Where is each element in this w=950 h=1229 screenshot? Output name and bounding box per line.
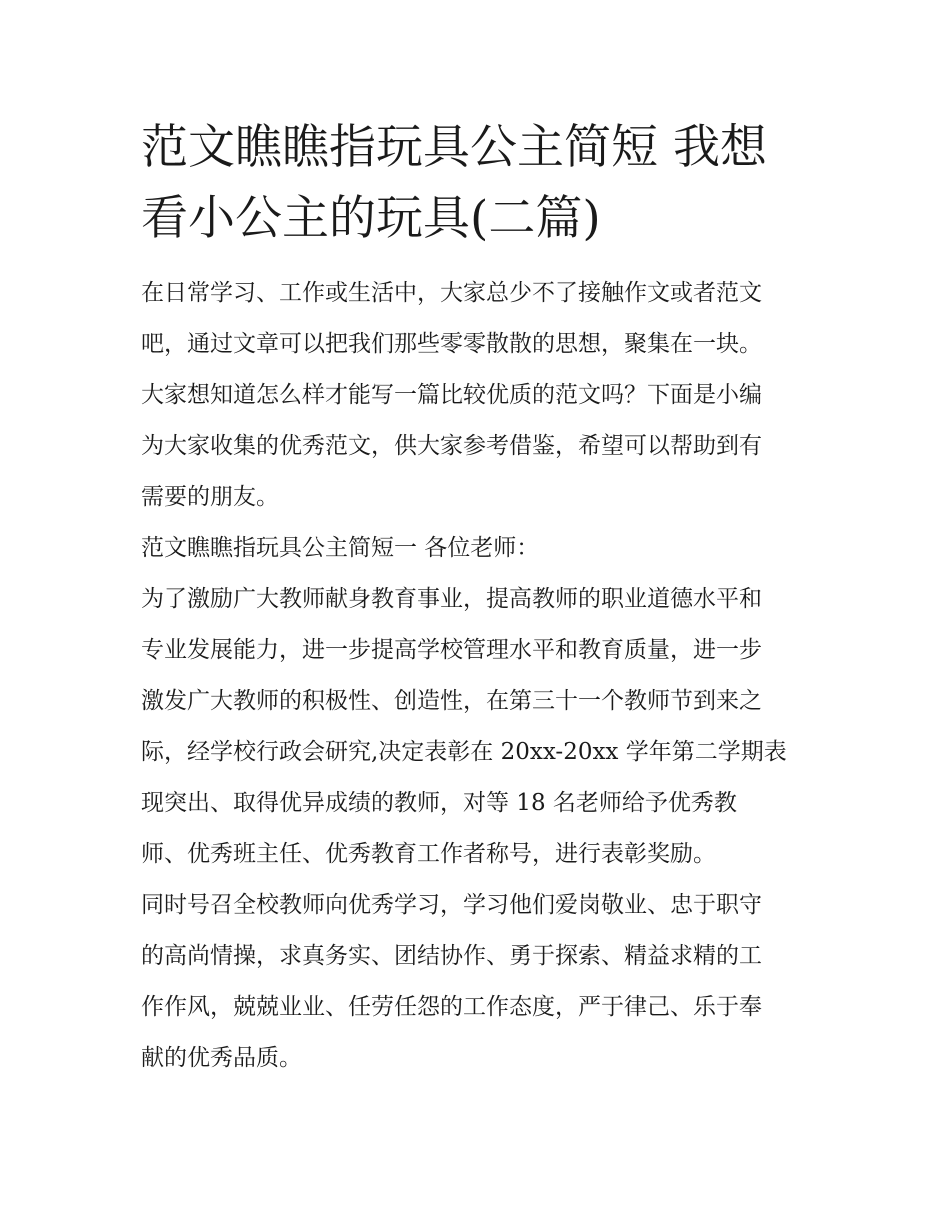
body-line: 在日常学习、工作或生活中，大家总少不了接触作文或者范文 [141, 280, 762, 306]
document-page [141, 112, 821, 1084]
body-line: 激发广大教师的积极性、创造性，在第三十一个教师节到来之 [141, 688, 762, 714]
body-line: 为大家收集的优秀范文，供大家参考借鉴，希望可以帮助到有 [141, 433, 762, 459]
body-line: 献的优秀品质。 [141, 1045, 302, 1071]
body-line: 师、优秀班主任、优秀教育工作者称号，进行表彰奖励。 [141, 841, 716, 867]
document-body [141, 268, 821, 1084]
body-line: 为了激励广大教师献身教育事业，提高教师的职业道德水平和 [141, 586, 762, 612]
body-line: 际，经学校行政会研究,决定表彰在 20xx-20xx 学年第二学期表 [141, 739, 787, 765]
body-line: 的高尚情操，求真务实、团结协作、勇于探索、精益求精的工 [141, 943, 762, 969]
body-line: 现突出、取得优异成绩的教师，对等 18 名老师给予优秀教 [141, 790, 737, 816]
body-line: 吧，通过文章可以把我们那些零零散散的思想，聚集在一块。 [141, 331, 762, 357]
body-line: 大家想知道怎么样才能写一篇比较优质的范文吗？下面是小编 [141, 382, 762, 408]
document-title [141, 112, 821, 254]
body-line: 作作风，兢兢业业、任劳任怨的工作态度，严于律己、乐于奉 [141, 994, 762, 1020]
body-line: 专业发展能力，进一步提高学校管理水平和教育质量，进一步 [141, 637, 762, 663]
body-line: 需要的朋友。 [141, 484, 279, 510]
section-heading-line: 范文瞧瞧指玩具公主简短一 各位老师： [141, 535, 540, 561]
title-line: 范文瞧瞧指玩具公主简短 我想 [141, 120, 767, 175]
title-line: 看小公主的玩具(二篇) [141, 191, 601, 246]
body-line: 同时号召全校教师向优秀学习，学习他们爱岗敬业、忠于职守 [141, 892, 762, 918]
